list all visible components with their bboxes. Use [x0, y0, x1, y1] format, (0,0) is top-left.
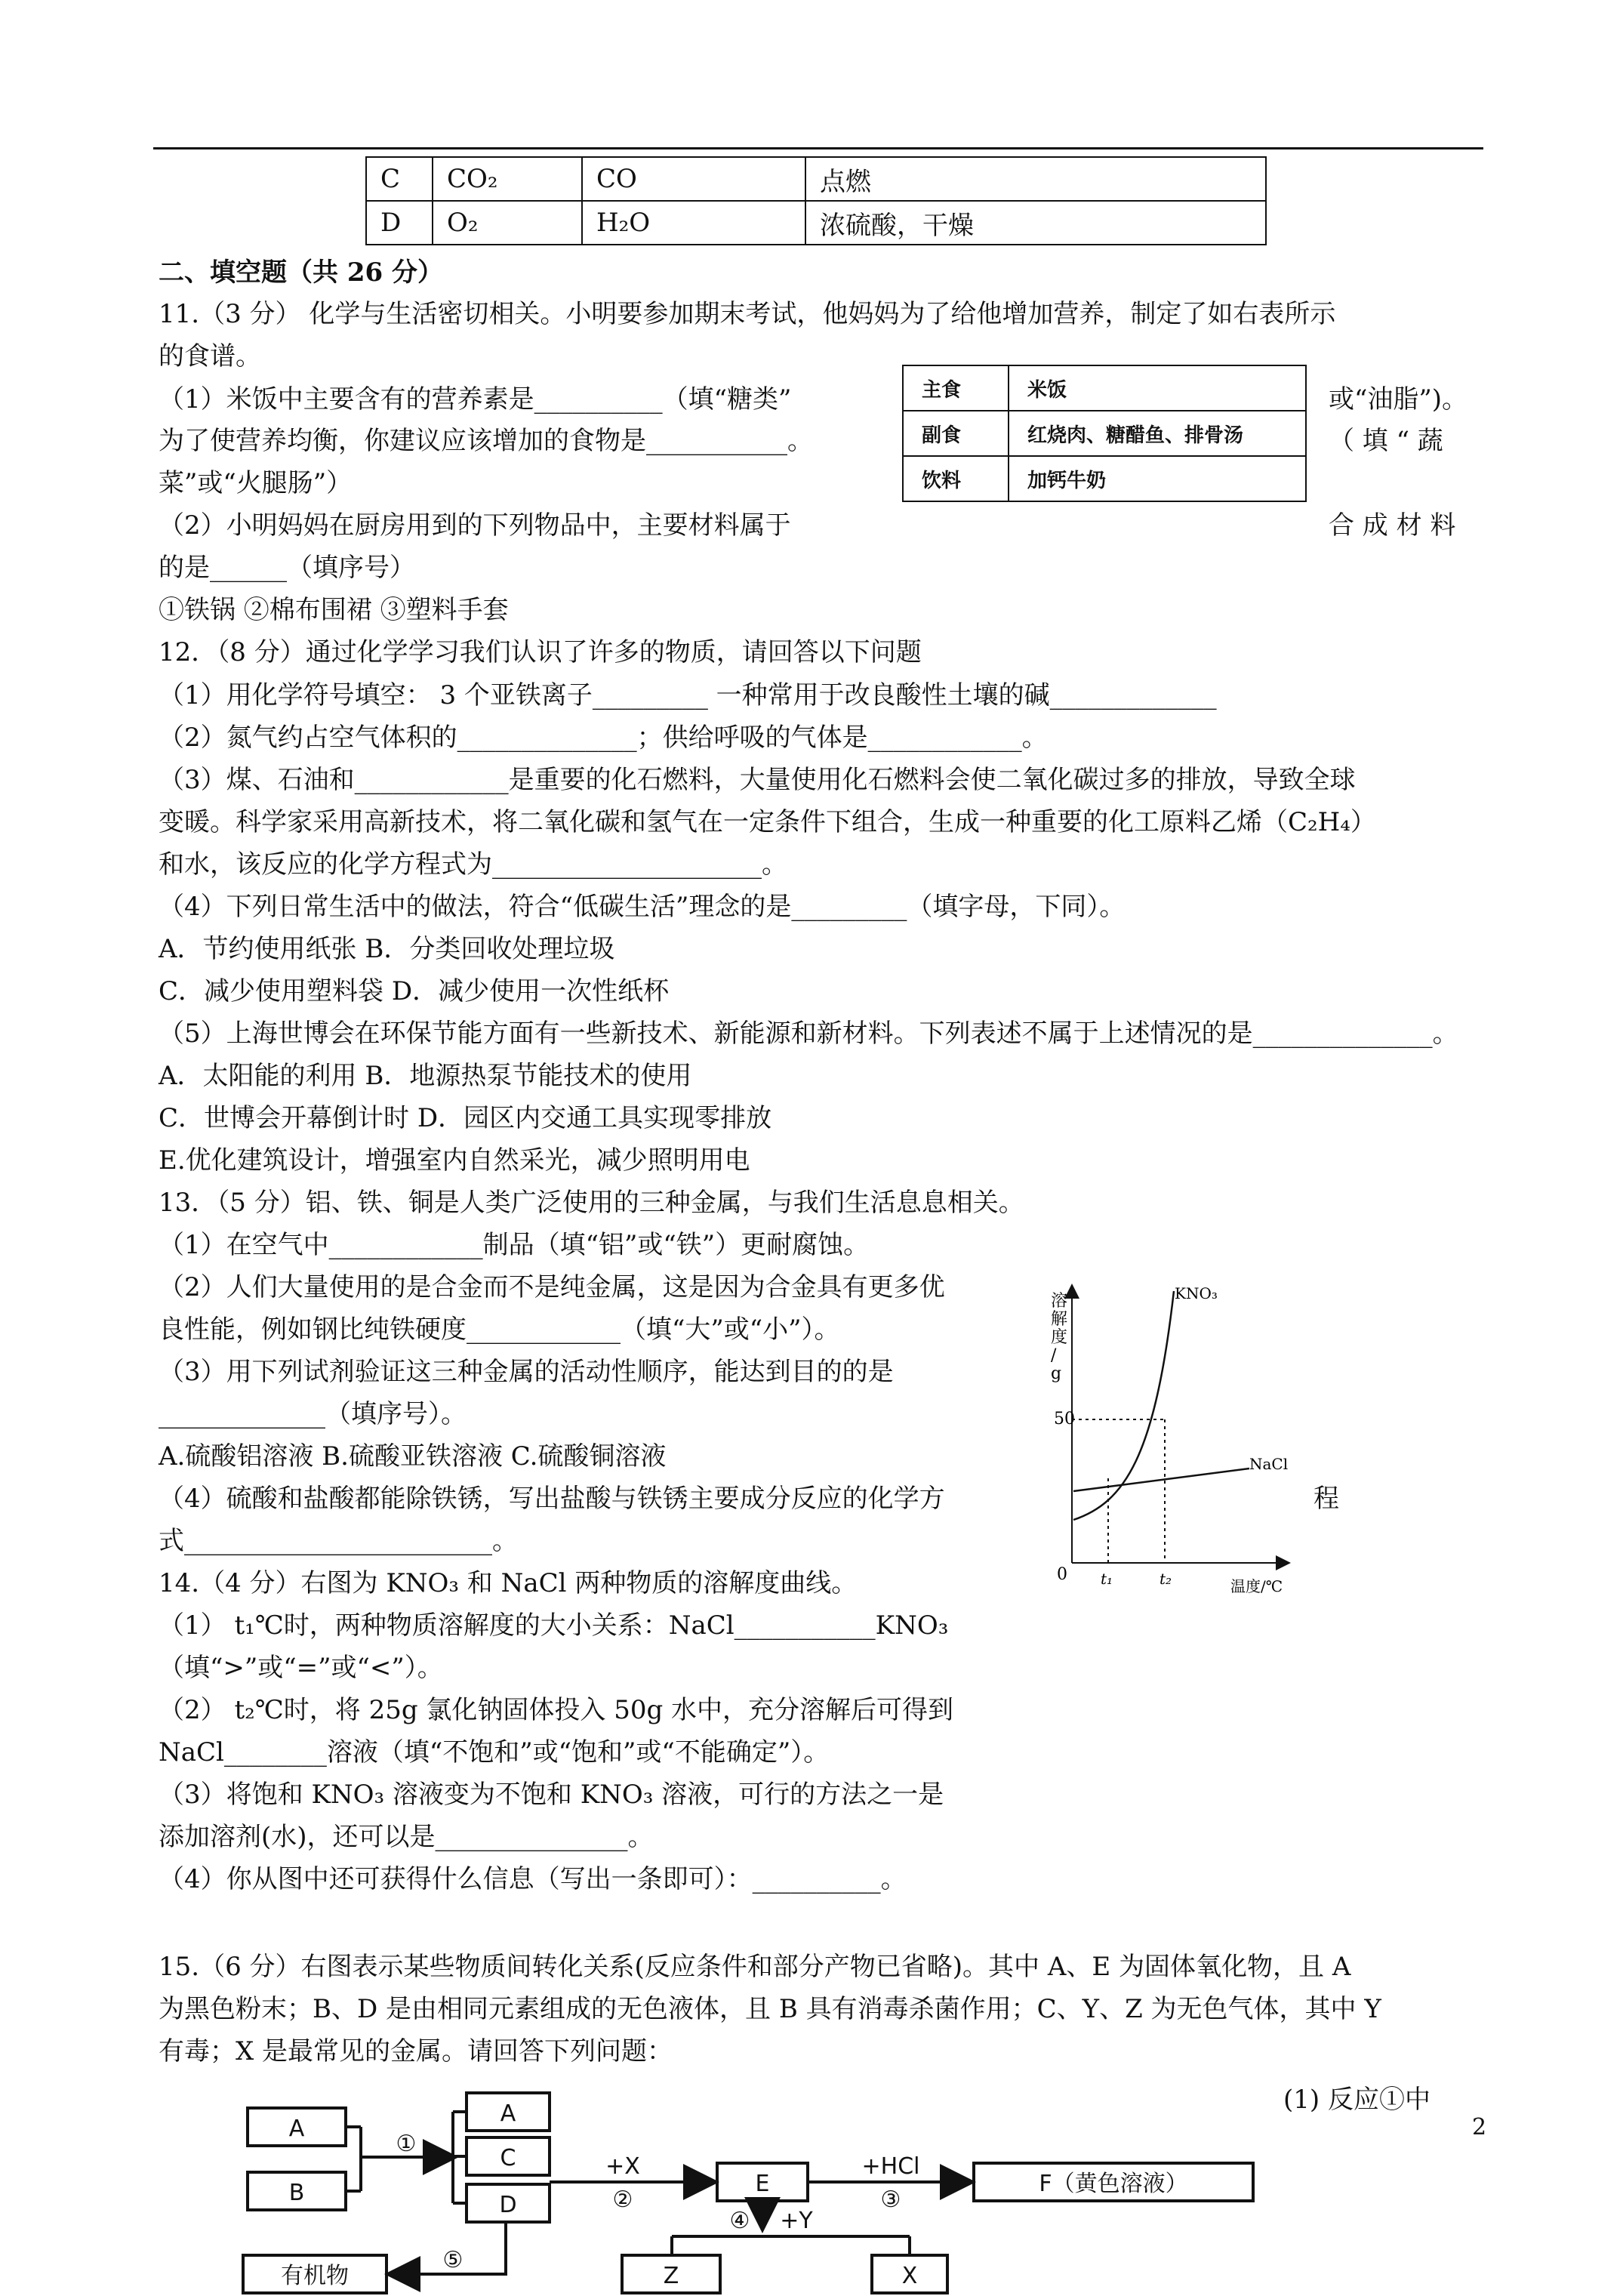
box-label: E — [755, 2171, 770, 2197]
arrow-label: +X — [605, 2153, 640, 2180]
text-line-right: 合 成 材 料 — [1329, 510, 1456, 541]
text-line: E.优化建筑设计，增强室内自然采光，减少照明用电 — [159, 1145, 750, 1176]
header-rule — [153, 147, 1483, 149]
series-nacl-line — [1073, 1469, 1249, 1491]
text-line-right: 程 — [1313, 1484, 1339, 1514]
text-line: 为黑色粉末；B、D 是由相同元素组成的无色液体，且 B 具有消毒杀菌作用；C、Y、Z 为无色气体，其中 Y — [159, 1994, 1381, 2024]
text-line: 11.（3 分） 化学与生活密切相关。小明要参加期末考试，他妈妈为了给他增加营养，制定了如右表所示 — [159, 299, 1336, 329]
table-cell: 副食 — [903, 411, 1009, 456]
x-tick-label: t₂ — [1160, 1570, 1172, 1588]
text-line: （4）你从图中还可获得什么信息（写出一条即可）：__________。 — [159, 1864, 907, 1894]
text-line: 13．（5 分）铝、铁、铜是人类广泛使用的三种金属，与我们生活息息相关。 — [159, 1188, 1024, 1218]
arrow-label: ② — [612, 2187, 633, 2213]
text-line: C．减少使用塑料袋 D．减少使用一次性纸杯 — [159, 976, 670, 1006]
text-line: （1）用化学符号填空： 3 个亚铁离子_________ 一种常用于改良酸性土壤的碱_____________ — [159, 680, 1217, 710]
text-line: 菜”或“火腿肠”） — [159, 468, 353, 498]
series-label: KNO₃ — [1175, 1284, 1218, 1302]
table-cell: 浓硫酸，干燥 — [805, 201, 1266, 245]
arrow-label: +HCl — [861, 2153, 920, 2180]
table-row — [366, 157, 1266, 201]
text-line: NaCl________溶液（填“不饱和”或“饱和”或“不能确定”）。 — [159, 1737, 830, 1767]
text-line: （1）米饭中主要含有的营养素是__________（填“糖类” — [159, 384, 792, 415]
table-cell: 主食 — [903, 365, 1009, 411]
text-line: C．世博会开幕倒计时 D．园区内交通工具实现零排放 — [159, 1103, 772, 1133]
text-line: （5）上海世博会在环保节能方面有一些新技术、新能源和新材料。下列表述不属于上述情况的是______________。 — [159, 1019, 1458, 1049]
text-line: （3）煤、石油和____________是重要的化石燃料，大量使用化石燃料会使二氧化碳过多的排放，导致全球 — [159, 765, 1356, 795]
table-cell: 米饭 — [1009, 365, 1306, 411]
text-line: （3）用下列试剂验证这三种金属的活动性顺序，能达到目的的是 — [159, 1357, 894, 1387]
solubility-chart — [1042, 1276, 1313, 1593]
table-cell: 红烧肉、糖醋鱼、排骨汤 — [1009, 411, 1306, 456]
table-row — [903, 365, 1306, 411]
text-line: （1）在空气中____________制品（填“铝”或“铁”）更耐腐蚀。 — [159, 1230, 870, 1260]
y-axis-label: 溶 — [1051, 1292, 1068, 1311]
page-number: 2 — [1472, 2114, 1487, 2140]
table-cell: H₂O — [582, 201, 805, 245]
box-label: D — [499, 2192, 517, 2218]
x-axis-label: 温度/℃ — [1230, 1577, 1283, 1593]
text-line: 的食谱。 — [159, 341, 261, 371]
box-label: A — [500, 2100, 516, 2127]
y-axis-label: g — [1051, 1364, 1062, 1383]
box-label: Z — [663, 2263, 679, 2289]
options-table — [365, 156, 1267, 245]
text-line: （2）人们大量使用的是合金而不是纯金属，这是因为合金具有更多优 — [159, 1272, 945, 1302]
text-line: 12．（8 分）通过化学学习我们认识了许多的物质，请回答以下问题 — [159, 637, 922, 667]
box-label: F（黄色溶液） — [1039, 2171, 1188, 2197]
text-line: 有毒；X 是最常见的金属。请回答下列问题： — [159, 2036, 673, 2066]
connector — [346, 2127, 361, 2191]
table-cell: C — [366, 157, 433, 201]
box-label: A — [288, 2116, 305, 2142]
box-label: X — [901, 2263, 918, 2289]
text-line: 变暖。科学家采用高新技术，将二氧化碳和氢气在一定条件下组合，生成一种重要的化工原料乙烯（C₂H₄） — [159, 807, 1376, 837]
text-line: （填“>”或“=”或“<”）。 — [159, 1653, 443, 1683]
table-row — [903, 456, 1306, 501]
y-axis-label: 度 — [1051, 1328, 1068, 1347]
text-line-right: (1) 反应①中 — [1283, 2085, 1431, 2115]
text-line: _____________（填序号）。 — [159, 1399, 467, 1429]
text-line: 式________________________。 — [159, 1526, 518, 1556]
text-line: 二、填空题（共 26 分） — [159, 257, 443, 288]
origin-label: 0 — [1057, 1565, 1067, 1584]
text-line: 和水，该反应的化学方程式为_____________________。 — [159, 849, 787, 880]
y-axis-label: 解 — [1051, 1310, 1068, 1329]
text-line: A．节约使用纸张 B．分类回收处理垃圾 — [159, 934, 615, 964]
arrow-label: ④ — [729, 2208, 750, 2234]
connector — [453, 2112, 467, 2203]
arrow-label: ① — [396, 2131, 417, 2157]
text-line: （4）硫酸和盐酸都能除铁锈，写出盐酸与铁锈主要成分反应的化学方 — [159, 1484, 945, 1514]
y-tick-label: 50 — [1054, 1410, 1075, 1428]
y-axis-label: / — [1051, 1346, 1057, 1365]
text-line: ①铁锅 ②棉布围裙 ③塑料手套 — [159, 595, 509, 625]
series-label: NaCl — [1249, 1455, 1289, 1473]
box-label: B — [288, 2180, 305, 2206]
box-label: C — [500, 2145, 516, 2171]
table-cell: O₂ — [433, 201, 582, 245]
text-line: A.硫酸铝溶液 B.硫酸亚铁溶液 C.硫酸铜溶液 — [159, 1441, 667, 1472]
table-cell: D — [366, 201, 433, 245]
box-label: 有机物 — [281, 2263, 349, 2289]
table-row — [903, 411, 1306, 456]
table-cell: 饮料 — [903, 456, 1009, 501]
text-line-right: 或“油脂”)。 — [1329, 384, 1468, 415]
arrow-label: ③ — [880, 2187, 901, 2213]
arrow-label: ⑤ — [442, 2247, 463, 2273]
table-cell: CO — [582, 157, 805, 201]
arrow-label: +Y — [780, 2208, 813, 2234]
recipe-table — [902, 365, 1307, 502]
text-line: 15.（6 分）右图表示某些物质间转化关系(反应条件和部分产物已省略)。其中 A、E 为固体氧化物，且 A — [159, 1952, 1351, 1982]
table-cell: 加钙牛奶 — [1009, 456, 1306, 501]
text-line: 14.（4 分）右图为 KNO₃ 和 NaCl 两种物质的溶解度曲线。 — [159, 1568, 858, 1598]
text-line: （1） t₁℃时，两种物质溶解度的大小关系：NaCl___________KNO₃ — [159, 1610, 949, 1641]
x-tick-label: t₁ — [1101, 1570, 1113, 1588]
table-cell: CO₂ — [433, 157, 582, 201]
text-line: （4）下列日常生活中的做法，符合“低碳生活”理念的是_________（填字母，下同）。 — [159, 892, 1126, 922]
text-line: （2） t₂℃时，将 25g 氯化钠固体投入 50g 水中，充分溶解后可得到 — [159, 1695, 954, 1725]
text-line: （2）小明妈妈在厨房用到的下列物品中，主要材料属于 — [159, 510, 791, 541]
text-line: 为了使营养均衡，你建议应该增加的食物是___________。 — [159, 426, 813, 456]
reaction-flowchart — [226, 2080, 1283, 2296]
connector — [506, 2222, 910, 2255]
table-cell: 点燃 — [805, 157, 1266, 201]
table-row — [366, 201, 1266, 245]
text-line-right: （ 填 “ 蔬 — [1329, 426, 1443, 456]
text-line: A．太阳能的利用 B．地源热泵节能技术的使用 — [159, 1061, 692, 1091]
text-line: 添加溶剂(水)，还可以是_______________。 — [159, 1822, 654, 1852]
text-line: 良性能，例如钢比纯铁硬度____________（填“大”或“小”）。 — [159, 1314, 840, 1345]
text-line: （2）氮气约占空气体积的______________；供给呼吸的气体是____________。 — [159, 723, 1048, 753]
text-line: 的是______（填序号） — [159, 553, 415, 583]
text-line: （3）将饱和 KNO₃ 溶液变为不饱和 KNO₃ 溶液，可行的方法之一是 — [159, 1780, 944, 1810]
